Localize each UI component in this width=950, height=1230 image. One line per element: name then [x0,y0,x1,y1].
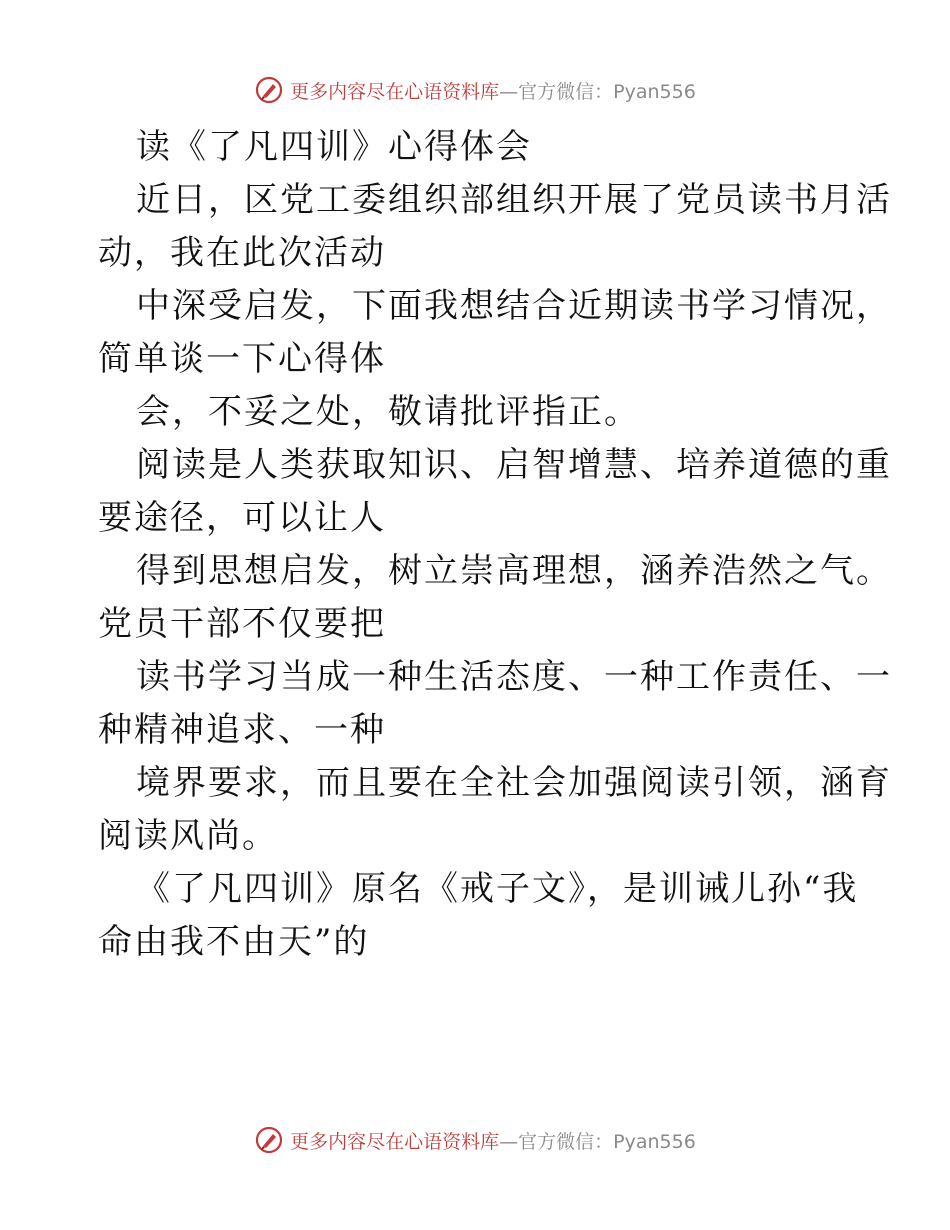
document-line: 得到思想启发，树立崇高理想，涵养浩然之气。 [136,551,892,591]
document-line: 要途径，可以让人 [98,498,386,538]
watermark-site-text: 更多内容尽在心语资料库 [290,1130,500,1153]
document-line: 阅读是人类获取知识、启智增慧、培养道德的重 [136,445,892,485]
document-line: 境界要求，而且要在全社会加强阅读引领，涵育 [136,763,892,803]
document-line: 读书学习当成一种生活态度、一种工作责任、一 [136,657,892,697]
document-line: 种精神追求、一种 [98,710,386,750]
document-line: 动，我在此次活动 [98,233,386,273]
document-line: 会，不妥之处，敬请批评指正。 [136,392,640,432]
header-watermark [0,70,950,110]
document-line: 读《了凡四训》心得体会 [136,127,532,167]
watermark-site-text: 更多内容尽在心语资料库 [290,80,500,103]
pen-nib-icon [254,75,284,105]
document-line: 阅读风尚。 [98,816,278,856]
pen-nib-icon [254,1125,284,1155]
footer-watermark [0,1120,950,1160]
document-line: 《了凡四训》原名《戒子文》，是训诫儿孙“我 [136,869,859,909]
document-line: 党员干部不仅要把 [98,604,386,644]
document-line: 中深受启发，下面我想结合近期读书学习情况， [136,286,892,326]
document-line: 命由我不由天”的 [98,922,370,962]
document-line: 近日，区党工委组织部组织开展了党员读书月活 [136,180,892,220]
watermark-wechat-text: —官方微信：Pyan556 [499,80,696,103]
watermark-wechat-text: —官方微信：Pyan556 [499,1130,696,1153]
document-body [98,121,892,969]
document-line: 简单谈一下心得体 [98,339,386,379]
